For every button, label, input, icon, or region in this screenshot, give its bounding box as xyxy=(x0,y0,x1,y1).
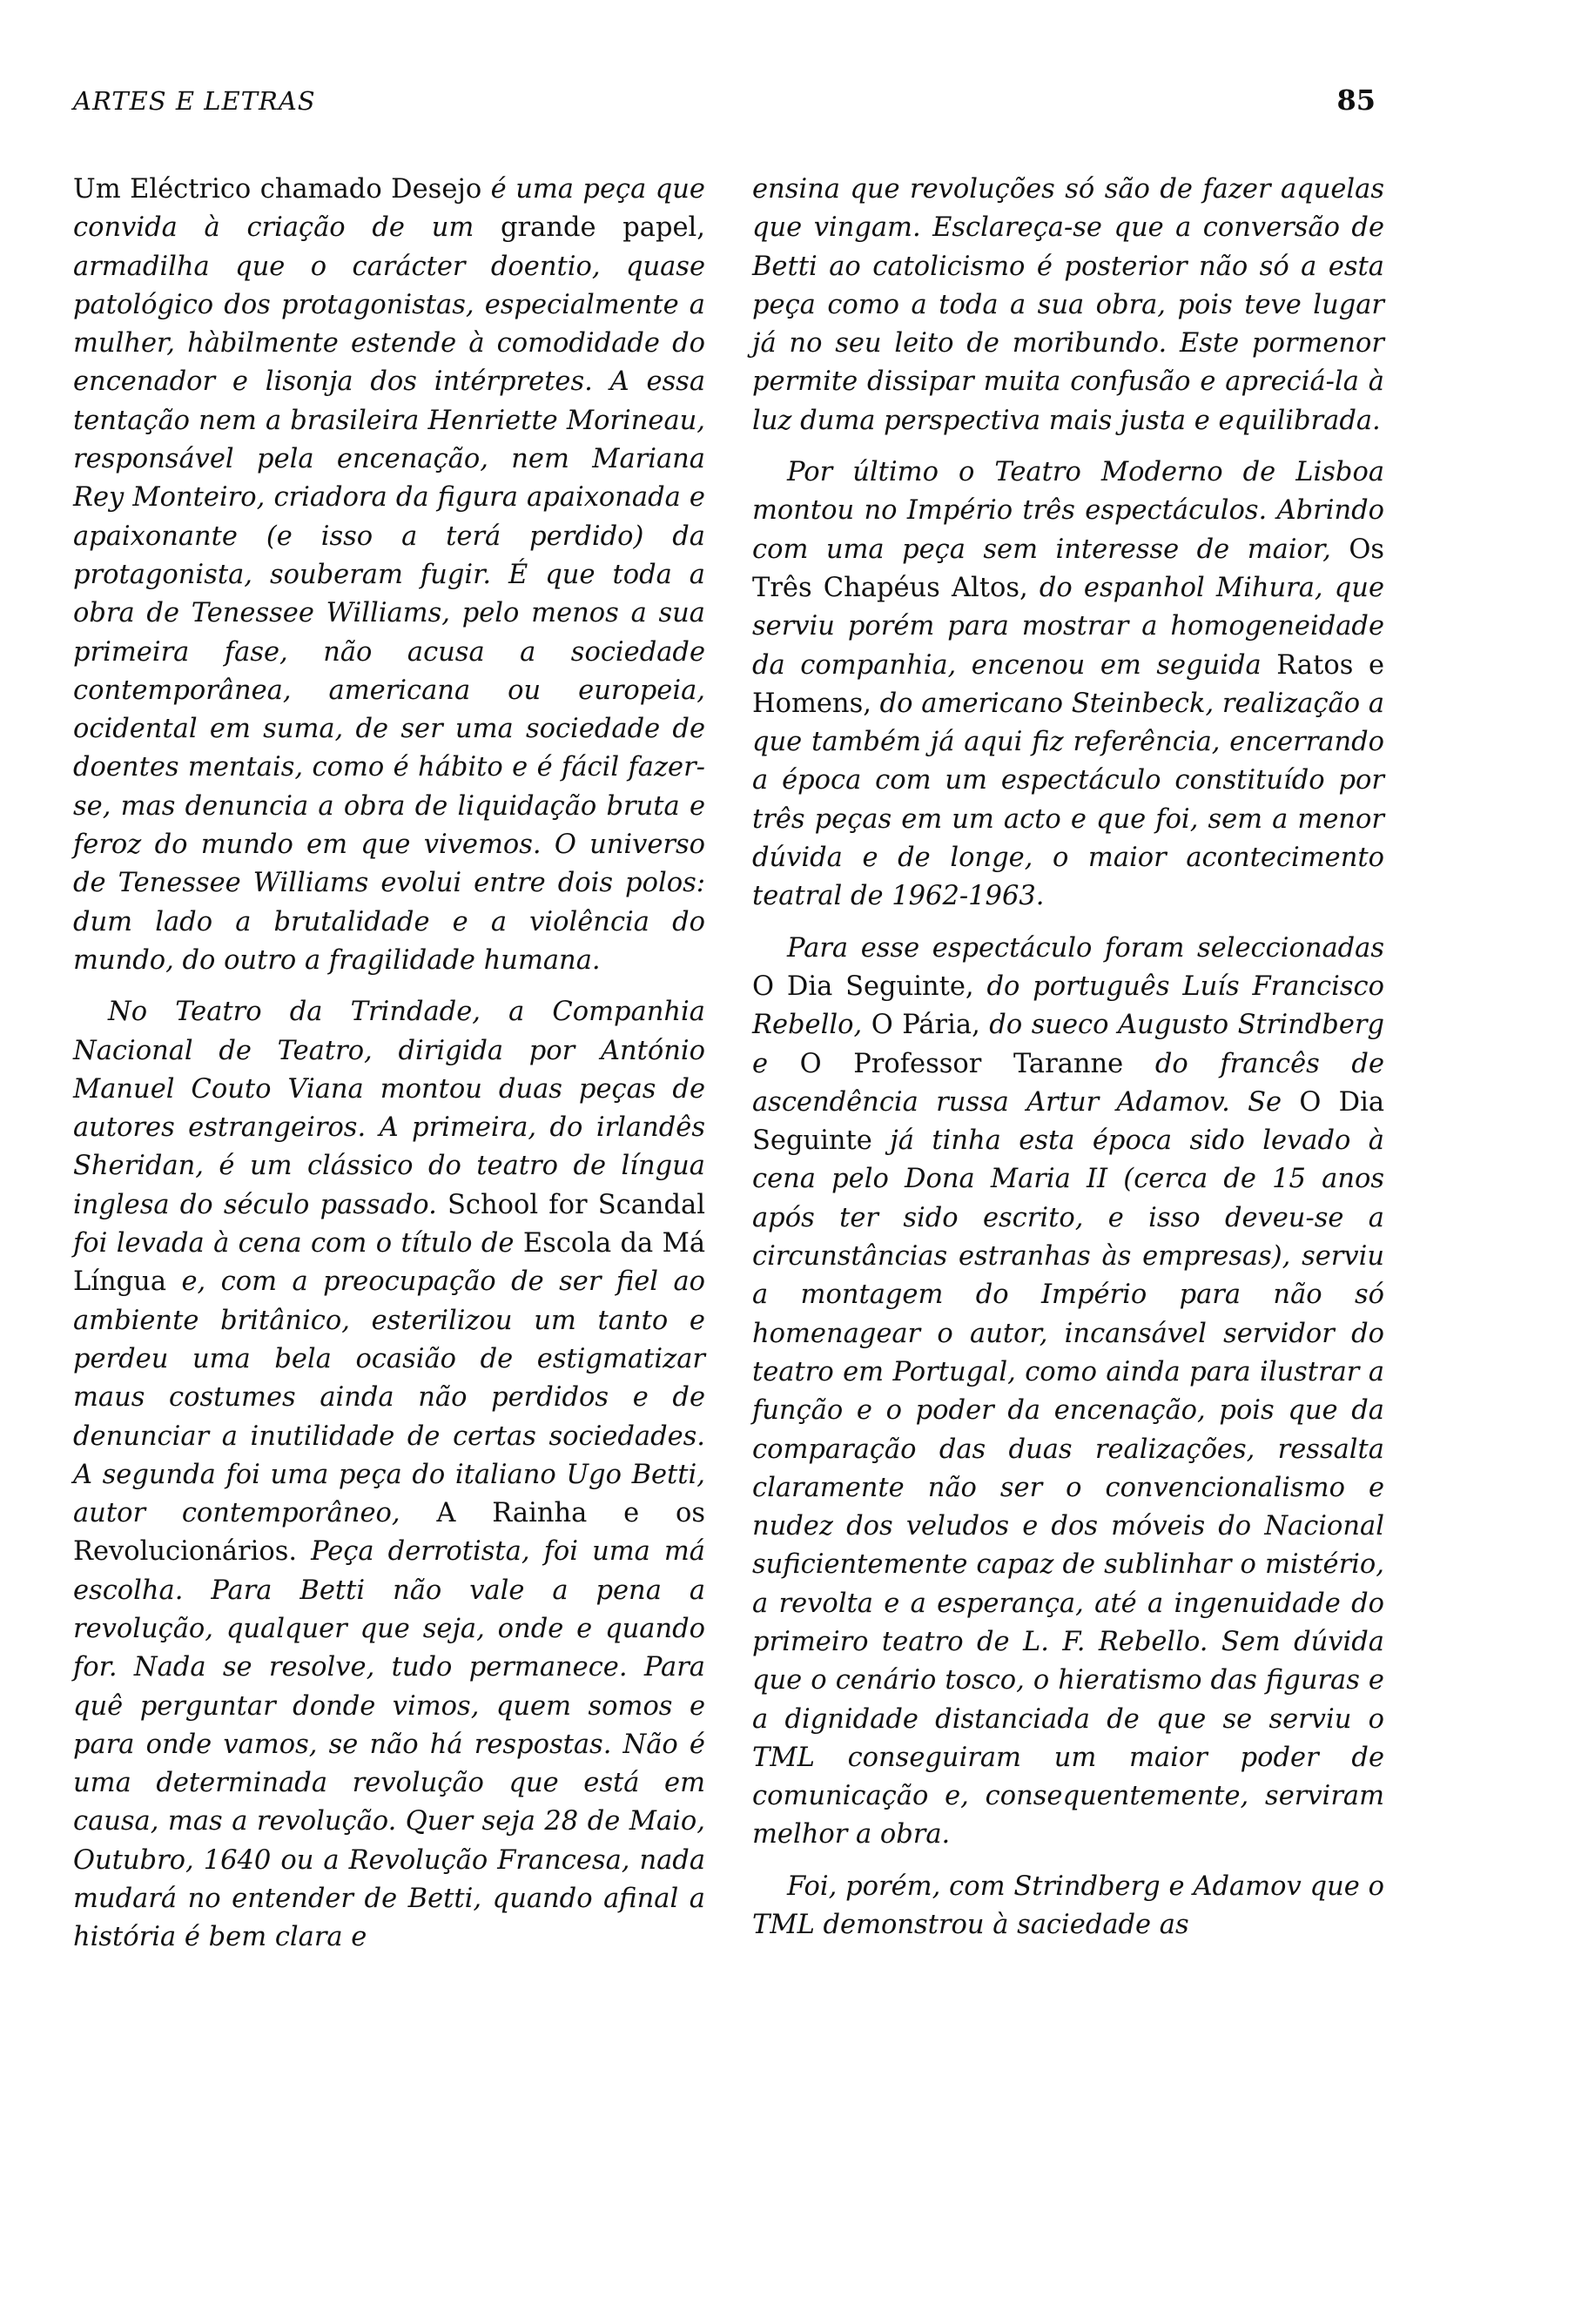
body-paragraph xyxy=(73,993,705,1957)
italic-text-run: do americano Steinbeck, realização a que também já aqui fiz referência, encerrando a época com um espectáculo constituído por três peças em um acto e que foi, sem a menor dúvida e de longe, o maior acontecimento teatral de 1962-1963. xyxy=(752,688,1385,912)
body-paragraph xyxy=(752,171,1384,440)
body-paragraph xyxy=(752,453,1384,917)
page-number: 85 xyxy=(1336,84,1376,117)
italic-text-run: já tinha esta época sido levado à cena pelo Dona Maria II (cerca de 15 anos após ter sido escrito, e isso deveu-se a circunstâncias estranhas às empresas), serviu a montagem do Império para não só homenagear o autor, incansável servidor do teatro em Portugal, como ainda para ilustrar a função e o poder da encenação, pois que da comparação das duas realizações, ressalta claramente não ser o convencionalismo e nudez dos veludos e dos móveis do Nacional suficientemente capaz de sublinhar o mistério, a revolta e a esperança, até a ingenuidade do primeiro teatro de L. F. Rebello. Sem dúvida que o cenário tosco, o hieratismo das figuras e a dignidade distanciada de que se serviu o TML conseguiram um maior poder de comunicação e, consequentemente, serviram melhor a obra. xyxy=(752,1125,1384,1850)
running-head: ARTES E LETRAS xyxy=(73,86,316,116)
title-text-run: grande papel, xyxy=(501,212,705,244)
italic-text-run: Foi, porém, com Strindberg e Adamov que o TML demonstrou à saciedade as xyxy=(752,1871,1384,1941)
body-paragraph xyxy=(73,171,705,980)
title-text-run: Ratos e Homens, xyxy=(752,649,1384,719)
italic-text-run: Por último o Teatro Moderno de Lisboa montou no Império três espectáculos. Abrindo com uma peça sem interesse de maior, xyxy=(752,457,1384,565)
italic-text-run: é uma peça que convida à criação de um xyxy=(73,174,705,244)
title-text-run: Um Eléctrico chamado Desejo xyxy=(73,174,491,205)
title-text-run: A Rainha e os Revolucionários. xyxy=(73,1498,706,1568)
italic-text-run: ensina que revoluções só são de fazer aquelas que vingam. Esclareça-se que a conversão de Betti ao catolicismo é posterior não só a esta peça como a toda a sua obra, pois teve lugar já no seu leito de moribundo. Este pormenor permite dissipar muita confusão e apreciá-la à luz duma perspectiva mais justa e equilibrada. xyxy=(752,174,1384,436)
italic-text-run: do sueco Augusto Strindberg e xyxy=(752,1010,1384,1079)
italic-text-run: Para esse espectáculo foram seleccionadas xyxy=(787,932,1384,964)
title-text-run: Escola da Má Língua xyxy=(73,1228,706,1298)
body-paragraph xyxy=(752,930,1384,1855)
italic-text-run: foi levada à cena com o título de xyxy=(73,1228,523,1259)
italic-text-run: do francês de ascendência russa Artur Adamov. Se xyxy=(752,1048,1384,1118)
title-text-run: Os Três Chapéus Altos, xyxy=(752,534,1384,603)
italic-text-run: armadilha que o carácter doentio, quase patológico dos protagonistas, especialmente a mulher, hàbilmente estende à comodidade do encenador e lisonja dos intérpretes. A essa tentação nem a brasileira Henriette Morineau, responsável pela encenação, nem Mariana Rey Monteiro, criadora da figura apaixonada e apaixonante (e isso a terá perdido) da protagonista, souberam fugir. É que toda a obra de Tenessee Williams, pelo menos a sua primeira fase, não acusa a sociedade contemporânea, americana ou europeia, ocidental em suma, de ser uma sociedade de doentes mentais, como é hábito e é fácil fazer-se, mas denuncia a obra de liquidação bruta e feroz do mundo em que vivemos. O universo de Tenessee Williams evolui entre dois polos: dum lado a brutalidade e a violência do mundo, do outro a fragilidade humana. xyxy=(73,251,705,976)
italic-text-run: No Teatro da Trindade, a Companhia Nacional de Teatro, dirigida por António Manuel Couto Viana montou duas peças de autores estrangeiros. A primeira, do irlandês Sheridan, é um clássico do teatro de língua inglesa do século passado. xyxy=(73,997,705,1220)
right-column xyxy=(752,171,1384,1958)
title-text-run: O Dia Seguinte xyxy=(752,1086,1385,1157)
title-text-run: School for Scandal xyxy=(447,1189,705,1220)
page-header xyxy=(73,84,1376,117)
italic-text-run: do português Luís Francisco Rebello, xyxy=(752,971,1385,1041)
title-text-run: O Professor Taranne xyxy=(799,1048,1155,1079)
italic-text-run: Peça derrotista, foi uma má escolha. Para Betti não vale a pena a revolução, qualquer que seja, onde e quando for. Nada se resolve, tudo permanece. Para quê perguntar donde vimos, quem somos e para onde vamos, se não há respostas. Não é uma determinada revolução que está em causa, mas a revolução. Quer seja 28 de Maio, Outubro, 1640 ou a Revolução Francesa, nada mudará no entender de Betti, quando afinal a história é bem clara e xyxy=(73,1536,705,1953)
left-column xyxy=(73,171,705,1971)
italic-text-run: do espanhol Mihura, que serviu porém para mostrar a homogeneidade da companhia, encenou em seguida xyxy=(752,572,1384,681)
title-text-run: O Dia Seguinte, xyxy=(752,971,987,1002)
title-text-run: O Pária, xyxy=(871,1010,990,1041)
italic-text-run: e, com a preocupação de ser fiel ao ambiente britânico, esterilizou um tanto e perdeu uma bela ocasião de estigmatizar maus costumes ainda não perdidos e de denunciar a inutilidade de certas sociedades. A segunda foi uma peça do italiano Ugo Betti, autor contemporâneo, xyxy=(73,1266,705,1529)
body-paragraph xyxy=(752,1868,1384,1945)
